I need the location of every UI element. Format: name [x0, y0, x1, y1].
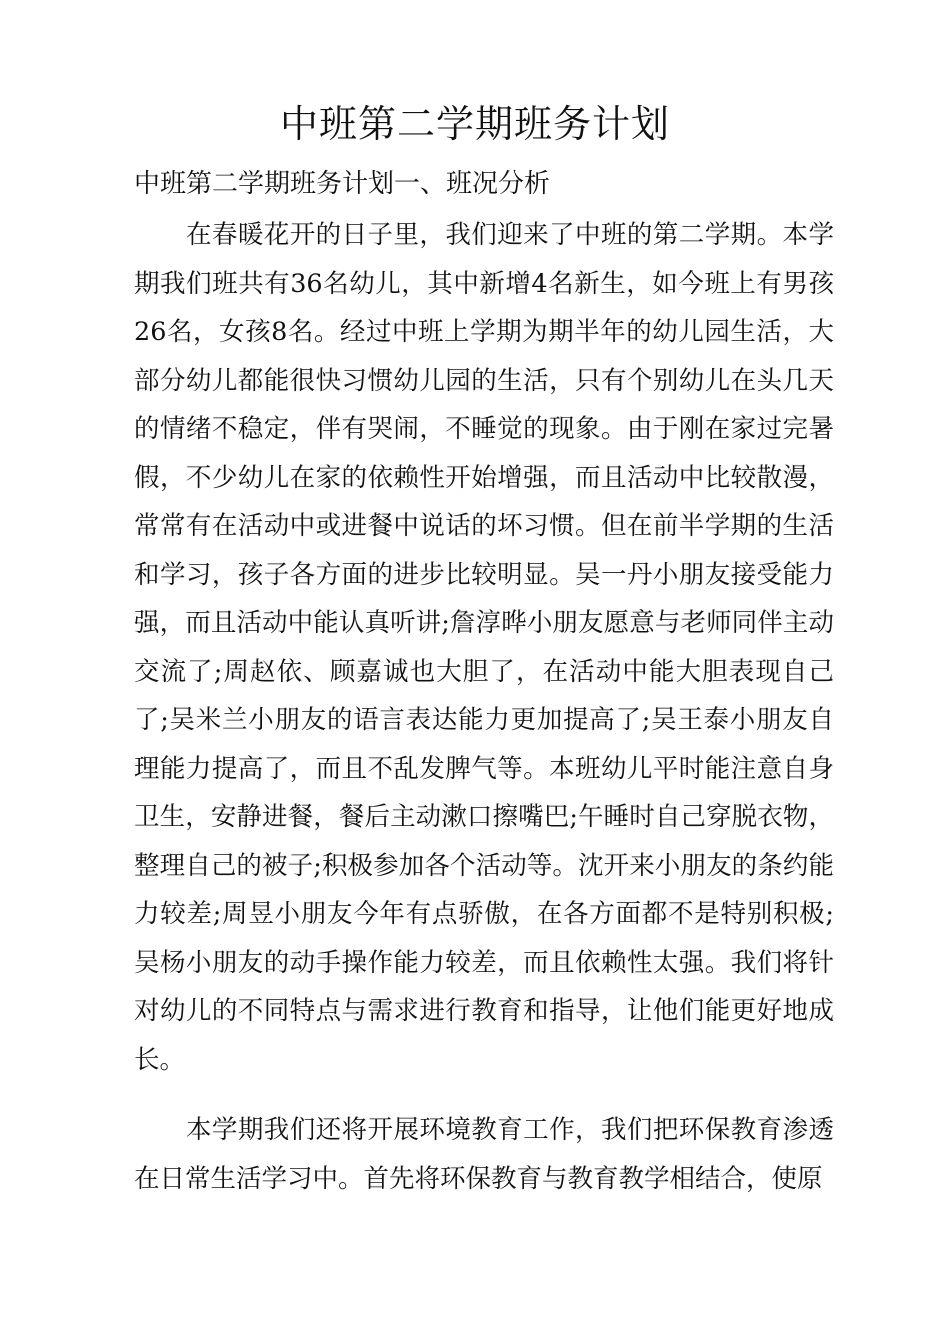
paragraph-class-analysis: 在春暖花开的日子里，我们迎来了中班的第二学期。本学期我们班共有36名幼儿，其中新增4名新生，如今班上有男孩26名，女孩8名。经过中班上学期为期半年的幼儿园生活，大部分幼儿都能很快习惯幼儿园的生活，只有个别幼儿在头几天的情绪不稳定，伴有哭闹，不睡觉的现象。由于刚在家过完暑假，不少幼儿在家的依赖性开始增强，而且活动中比较散漫，常常有在活动中或进餐中说话的坏习惯。但在前半学期的生活和学习，孩子各方面的进步比较明显。吴一丹小朋友接受能力强，而且活动中能认真听讲;詹淳晔小朋友愿意与老师同伴主动交流了;周赵依、顾嘉诚也大胆了，在活动中能大胆表现自己了;吴米兰小朋友的语言表达能力更加提高了;吴王泰小朋友自理能力提高了，而且不乱发脾气等。本班幼儿平时能注意自身卫生，安静进餐，餐后主动漱口擦嘴巴;午睡时自己穿脱衣物，整理自己的被子;积极参加各个活动等。沈开来小朋友的条约能力较差;周昱小朋友今年有点骄傲，在各方面都不是特别积极;吴杨小朋友的动手操作能力较差，而且依赖性太强。我们将针对幼儿的不同特点与需求进行教育和指导，让他们能更好地成长。	[134, 220, 834, 1075]
document-title: 中班第二学期班务计划	[279, 102, 670, 146]
paragraph-environment-education: 本学期我们还将开展环境教育工作，我们把环保教育渗透在日常生活学习中。首先将环保教育与教育教学相结合，使原	[134, 1115, 834, 1194]
section-heading: 中班第二学期班务计划一、班况分析	[134, 169, 551, 199]
